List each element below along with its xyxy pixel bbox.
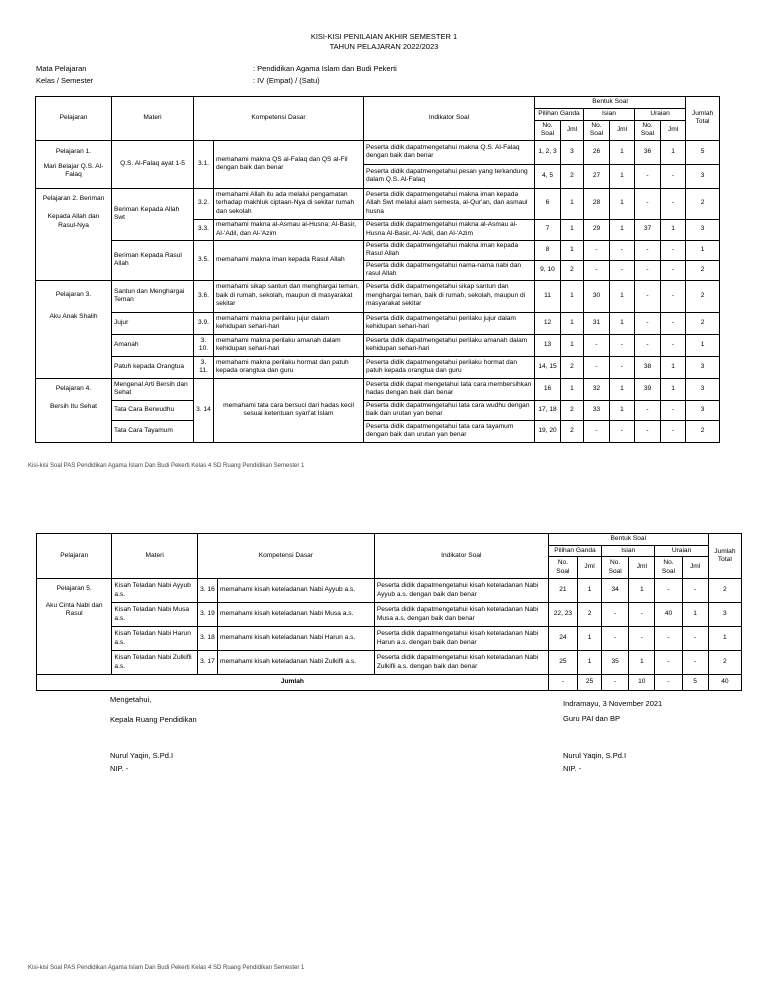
table-row: [37, 651, 742, 675]
isian-jml: 1: [610, 378, 635, 400]
pg-no-soal: 1, 2, 3: [535, 140, 561, 164]
row-total: 3: [686, 400, 720, 420]
indikator-text: Peserta didik dapatmengetahui makna iman kepada Rasul Allah: [364, 240, 535, 260]
kd-number: 3. 11.: [194, 356, 214, 378]
isian-jml: 1: [610, 140, 635, 164]
pg-no-soal: 22, 23: [548, 603, 577, 627]
kisi-table-1: [35, 96, 720, 443]
pg-no-soal: 11: [535, 280, 561, 312]
uraian-jml: 1: [661, 219, 686, 240]
kd-text: memahami makna perilaku hormat dan patuh kepada orangtua dan guru: [214, 356, 364, 378]
isian-no-soal: 27: [584, 164, 610, 188]
indikator-text: Peserta didik dapatmengetahui makna iman kepada Allah Swt melalui alam semesta, al-Qur'an, dan asmaul husna: [364, 188, 535, 219]
materi-cell: Patuh kepada Orangtua: [112, 356, 194, 378]
lesson-title: Pelajaran 4.: [55, 384, 92, 392]
isian-no-soal: 26: [584, 140, 610, 164]
isian-no-soal: 35: [602, 651, 629, 675]
header-jml: Jml: [561, 120, 584, 140]
indikator-text: Peserta didik dapatmengetahui kisah keteladanan Nabi Zulkifli a.s. dengan baik dan benar: [374, 651, 548, 675]
jumlah-total: 40: [708, 675, 741, 691]
isian-no-soal: 28: [584, 188, 610, 219]
table-row: [36, 280, 720, 312]
pg-jml: 2: [577, 603, 601, 627]
indikator-text: Peserta didik dapatmengetahui perilaku hormat dan patuh kepada orangtua dan guru: [364, 356, 535, 378]
pg-no-soal: 19, 20: [535, 420, 561, 442]
row-total: 1: [686, 240, 720, 260]
materi-cell: Kisah Teladan Nabi Zulkifli a.s.: [112, 651, 197, 675]
class-label: Kelas / Semester: [36, 76, 94, 85]
materi-cell: Q.S. Al-Falaq ayat 1-5: [112, 140, 194, 188]
header-jumlah-total: Jumlah Total: [686, 97, 720, 141]
row-total: 2: [708, 579, 741, 603]
sig-left-name: Nurul Yaqin, S.Pd.I: [110, 751, 174, 760]
pg-no-soal: 7: [535, 219, 561, 240]
uraian-jml: -: [661, 188, 686, 219]
isian-jml: -: [629, 627, 655, 651]
indikator-text: Peserta didik dapatmengetahui perilaku jujur dalam kehidupan sehari-hari: [364, 312, 535, 334]
header-jml: Jml: [682, 557, 708, 579]
header-no-soal: No. Soal: [584, 120, 610, 140]
header-materi: Materi: [112, 534, 197, 579]
header-pelajaran: Pelajaran: [37, 534, 112, 579]
pg-no-soal: 8: [535, 240, 561, 260]
header-no-soal: No. Soal: [655, 557, 682, 579]
page-footer: Kisi-kisi Soal PAS Pendidikan Agama Islam Dan Budi Pekerti Kelas 4 SD Ruang Pendidikan Semester 1: [28, 463, 305, 469]
jumlah-uraian-jml: 5: [682, 675, 708, 691]
lesson-cell: [37, 579, 112, 675]
table-row: [36, 378, 720, 400]
uraian-no-soal: 40: [655, 603, 682, 627]
jumlah-pg-jml: 25: [577, 675, 601, 691]
header-bentuk-soal: Bentuk Soal: [548, 534, 708, 546]
materi-cell: Jujur: [112, 312, 194, 334]
uraian-no-soal: -: [635, 164, 661, 188]
kd-text: memahami kisah keteladanan Nabi Zulkifli a.s.: [217, 651, 374, 675]
indikator-text: Peserta didik dapatmengetahui kisah keteladanan Nabi Ayyub a.s. dengan baik dan benar: [374, 579, 548, 603]
table-row: [36, 140, 720, 164]
row-total: 3: [686, 356, 720, 378]
uraian-jml: 1: [661, 356, 686, 378]
kd-text: memahami tata cara bersuci dari hadas kecil sesuai ketentuan syari'at Islam: [214, 378, 364, 442]
uraian-no-soal: -: [655, 579, 682, 603]
kd-number: 3.6.: [194, 280, 214, 312]
isian-jml: -: [610, 260, 635, 280]
isian-no-soal: 30: [584, 280, 610, 312]
pg-no-soal: 9, 10: [535, 260, 561, 280]
pg-jml: 1: [561, 219, 584, 240]
table-row: [36, 312, 720, 334]
sig-left-line1: Mengetahui,: [110, 695, 152, 704]
uraian-no-soal: -: [635, 312, 661, 334]
kd-text: memahami makna al-Asmau al-Husna: Al-Basir, Al-'Adil, dan Al-'Azim: [214, 219, 364, 240]
isian-no-soal: 33: [584, 400, 610, 420]
pg-jml: 2: [561, 420, 584, 442]
isian-jml: -: [610, 356, 635, 378]
uraian-no-soal: -: [635, 420, 661, 442]
kd-text: memahami makna perilaku amanah dalam kehidupan sehari-hari: [214, 334, 364, 356]
row-total: 2: [686, 260, 720, 280]
pg-no-soal: 17, 18: [535, 400, 561, 420]
isian-no-soal: -: [584, 420, 610, 442]
uraian-jml: -: [661, 240, 686, 260]
uraian-jml: -: [682, 651, 708, 675]
pg-no-soal: 13: [535, 334, 561, 356]
lesson-subtitle: Aku Anak Shalih: [49, 313, 98, 320]
table-row: [37, 603, 742, 627]
kd-number: 3.3.: [194, 219, 214, 240]
isian-no-soal: 29: [584, 219, 610, 240]
table-row: [36, 420, 720, 442]
isian-no-soal: -: [602, 627, 629, 651]
pg-no-soal: 4, 5: [535, 164, 561, 188]
subject-value: : Pendidikan Agama Islam dan Budi Pekerti: [253, 64, 397, 73]
lesson-cell: [36, 378, 112, 442]
indikator-text: Peserta didik dapatmengetahui perilaku amanah dalam kehidupan sehari-hari: [364, 334, 535, 356]
uraian-jml: -: [661, 164, 686, 188]
materi-cell: Santun dan Menghargai Teman: [112, 280, 194, 312]
materi-cell: Kisah Teladan Nabi Musa a.s.: [112, 603, 197, 627]
kd-number: 3.1.: [194, 140, 214, 188]
uraian-jml: -: [661, 260, 686, 280]
jumlah-row: [37, 675, 742, 691]
header-uraian: Uraian: [635, 109, 686, 121]
header-kompetensi-dasar: Kompetensi Dasar: [197, 534, 374, 579]
table-row: [37, 579, 742, 603]
isian-no-soal: -: [584, 334, 610, 356]
kd-number: 3.2.: [194, 188, 214, 219]
materi-cell: Tata Cara Tayamum: [112, 420, 194, 442]
row-total: 1: [708, 627, 741, 651]
pg-jml: 1: [561, 280, 584, 312]
kd-text: memahami kisah keteladanan Nabi Ayyub a.s.: [217, 579, 374, 603]
kd-text: memahami kisah keteladanan Nabi Harun a.s.: [217, 627, 374, 651]
header-no-soal: No. Soal: [535, 120, 561, 140]
pg-no-soal: 21: [548, 579, 577, 603]
header-pilihan-ganda: Pilihan Ganda: [535, 109, 584, 121]
uraian-jml: 1: [682, 603, 708, 627]
kd-number: 3. 16: [197, 579, 217, 603]
isian-jml: 1: [610, 312, 635, 334]
isian-no-soal: -: [584, 240, 610, 260]
pg-no-soal: 25: [548, 651, 577, 675]
page-footer: Kisi-kisi Soal PAS Pendidikan Agama Islam Dan Budi Pekerti Kelas 4 SD Ruang Pendidikan Semester 1: [28, 965, 305, 971]
isian-no-soal: -: [584, 260, 610, 280]
materi-cell: Beriman Kepada Rasul Allah: [112, 240, 194, 280]
class-value: : IV (Empat) / (Satu): [253, 76, 320, 85]
uraian-no-soal: -: [655, 651, 682, 675]
isian-no-soal: 31: [584, 312, 610, 334]
table-row: [36, 356, 720, 378]
uraian-jml: -: [661, 400, 686, 420]
table-row: [37, 627, 742, 651]
uraian-jml: -: [682, 627, 708, 651]
row-total: 3: [686, 378, 720, 400]
uraian-no-soal: -: [635, 240, 661, 260]
pg-jml: 3: [561, 140, 584, 164]
indikator-text: Peserta didik dapatmengetahui makna al-Asmau al-Husna Al-Basir, Al-'Adil, dan Al-'Azim: [364, 219, 535, 240]
uraian-jml: -: [661, 312, 686, 334]
isian-jml: 1: [610, 400, 635, 420]
jumlah-uraian-no: -: [655, 675, 682, 691]
isian-jml: -: [610, 240, 635, 260]
header-pilihan-ganda: Pilihan Ganda: [548, 545, 601, 557]
pg-no-soal: 24: [548, 627, 577, 651]
lesson-title: Pelajaran 2. Beriman: [42, 194, 105, 202]
pg-no-soal: 12: [535, 312, 561, 334]
pg-jml: 2: [561, 400, 584, 420]
pg-no-soal: 16: [535, 378, 561, 400]
pg-jml: 1: [561, 378, 584, 400]
uraian-no-soal: 36: [635, 140, 661, 164]
pg-jml: 1: [577, 651, 601, 675]
sig-left-line2: Kepala Ruang Pendidikan: [110, 715, 197, 724]
pg-no-soal: 14, 15: [535, 356, 561, 378]
indikator-text: Peserta didik dapatmengetahui sikap santun dan menghargai teman, baik di rumah, sekolah, maupun di masyarakat sekitar: [364, 280, 535, 312]
lesson-title: Pelajaran 3.: [55, 290, 92, 298]
pg-jml: 2: [561, 164, 584, 188]
isian-no-soal: -: [584, 356, 610, 378]
uraian-no-soal: -: [655, 627, 682, 651]
lesson-subtitle: Kepada Allah dan Rasul-Nya: [47, 213, 100, 229]
lesson-cell: [36, 140, 112, 188]
materi-cell: Kisah Teladan Nabi Harun a.s.: [112, 627, 197, 651]
indikator-text: Peserta didik dapat mengetahui tata cara membersihkan hadas dengan baik dan benar: [364, 378, 535, 400]
sig-right-name: Nurul Yaqin, S.Pd.I: [563, 751, 627, 760]
pg-jml: 2: [561, 356, 584, 378]
indikator-text: Peserta didik dapatmengetahui tata cara wudhu dengan baik dan urutan yan benar: [364, 400, 535, 420]
row-total: 2: [686, 312, 720, 334]
table-row: [36, 400, 720, 420]
isian-no-soal: -: [602, 603, 629, 627]
header-no-soal: No. Soal: [602, 557, 629, 579]
pg-jml: 1: [561, 188, 584, 219]
materi-cell: Amanah: [112, 334, 194, 356]
row-total: 1: [686, 334, 720, 356]
document-year: TAHUN PELAJARAN 2022/2023: [329, 42, 439, 51]
uraian-no-soal: -: [635, 334, 661, 356]
subject-label: Mata Pelajaran: [36, 64, 87, 73]
isian-jml: -: [610, 334, 635, 356]
materi-cell: Mengenal Arti Bersih dan Sehat: [112, 378, 194, 400]
jumlah-isian-no: -: [602, 675, 629, 691]
pg-no-soal: 6: [535, 188, 561, 219]
pg-jml: 2: [561, 260, 584, 280]
uraian-no-soal: 37: [635, 219, 661, 240]
indikator-text: Peserta didik dapatmengetahui kisah keteladanan Nabi Harun a.s. dengan baik dan benar: [374, 627, 548, 651]
isian-jml: 1: [629, 579, 655, 603]
header-indikator: Indikator Soal: [364, 97, 535, 141]
isian-jml: 1: [610, 188, 635, 219]
pg-jml: 1: [577, 627, 601, 651]
header-materi: Materi: [112, 97, 194, 141]
row-total: 3: [686, 164, 720, 188]
uraian-no-soal: -: [635, 280, 661, 312]
header-pelajaran: Pelajaran: [36, 97, 112, 141]
kd-text: memahami kisah keteladanan Nabi Musa a.s.: [217, 603, 374, 627]
lesson-title: Pelajaran 1.: [55, 148, 92, 156]
row-total: 3: [708, 603, 741, 627]
uraian-jml: -: [661, 420, 686, 442]
header-isian: Isian: [602, 545, 655, 557]
materi-cell: Kisah Teladan Nabi Ayyub a.s.: [112, 579, 197, 603]
uraian-jml: -: [661, 280, 686, 312]
row-total: 2: [686, 420, 720, 442]
row-total: 2: [686, 280, 720, 312]
kd-number: 3. 10.: [194, 334, 214, 356]
lesson-cell: [36, 188, 112, 280]
header-no-soal: No. Soal: [548, 557, 577, 579]
uraian-jml: -: [661, 334, 686, 356]
table-row: [36, 188, 720, 219]
isian-jml: 1: [610, 280, 635, 312]
isian-jml: -: [610, 420, 635, 442]
header-jml: Jml: [610, 120, 635, 140]
uraian-jml: 1: [661, 378, 686, 400]
row-total: 2: [686, 188, 720, 219]
document-title: KISI-KISI PENILAIAN AKHIR SEMESTER 1: [310, 32, 458, 41]
isian-jml: -: [629, 603, 655, 627]
kd-number: 3. 19: [197, 603, 217, 627]
jumlah-isian-jml: 10: [629, 675, 655, 691]
uraian-no-soal: -: [635, 400, 661, 420]
row-total: 5: [686, 140, 720, 164]
header-jumlah-total: Jumlah Total: [708, 534, 741, 579]
lesson-title: Pelajaran 5.: [56, 585, 92, 592]
kd-number: 3.5.: [194, 240, 214, 280]
uraian-jml: 1: [661, 140, 686, 164]
kd-number: 3.9.: [194, 312, 214, 334]
row-total: 2: [708, 651, 741, 675]
kd-number: 3. 17: [197, 651, 217, 675]
uraian-no-soal: -: [635, 188, 661, 219]
uraian-no-soal: 38: [635, 356, 661, 378]
lesson-subtitle: Bersih Itu Sehat: [50, 403, 97, 410]
isian-jml: 1: [610, 164, 635, 188]
table-row: [36, 240, 720, 260]
kd-text: memahami makna perilaku jujur dalam kehidupan sehari-hari: [214, 312, 364, 334]
uraian-jml: -: [682, 579, 708, 603]
kd-number: 3. 18: [197, 627, 217, 651]
lesson-cell: [36, 280, 112, 378]
materi-cell: Tata Cara Berwudhu: [112, 400, 194, 420]
indikator-text: Peserta didik dapatmengetahui nama-nama nabi dan rasul Allah: [364, 260, 535, 280]
kd-text: memahami Allah itu ada melalui pengamatan terhadap makhluk ciptaan-Nya di sekitar rumah dan sekolah: [214, 188, 364, 219]
sig-right-nip: NIP. -: [563, 764, 582, 773]
kd-number: 3. 14: [194, 378, 214, 442]
header-jml: Jml: [629, 557, 655, 579]
indikator-text: Peserta didik dapatmengetahui makna Q.S. Al-Falaq dengan baik dan benar: [364, 140, 535, 164]
kd-text: memahami sikap santun dan menghargai teman, baik di rumah, sekolah, maupun di masyarakat sekitar: [214, 280, 364, 312]
header-jml: Jml: [661, 120, 686, 140]
header-uraian: Uraian: [655, 545, 708, 557]
jumlah-label: Jumlah: [37, 675, 549, 691]
isian-no-soal: 34: [602, 579, 629, 603]
indikator-text: Peserta didik dapatmengetahui tata cara tayamum dengan baik dan urutan yan benar: [364, 420, 535, 442]
pg-jml: 1: [561, 240, 584, 260]
header-jml: Jml: [577, 557, 601, 579]
lesson-subtitle: Mari Belajar Q.S. Al-Falaq: [43, 162, 104, 179]
kd-text: memahami makna QS al-Falaq dan QS al-Fil dengan baik dan benar: [214, 140, 364, 188]
header-bentuk-soal: Bentuk Soal: [535, 97, 686, 109]
indikator-text: Peserta didik dapatmengetahui pesan yang terkandung dalam Q.S. Al-Falaq: [364, 164, 535, 188]
isian-jml: 1: [610, 219, 635, 240]
header-kompetensi-dasar: Kompetensi Dasar: [194, 97, 364, 141]
kd-text: memahami makna iman kepada Rasul Allah: [214, 240, 364, 280]
header-indikator: Indikator Soal: [374, 534, 548, 579]
sig-right-line1: Indramayu, 3 November 2021: [563, 699, 663, 708]
isian-no-soal: 32: [584, 378, 610, 400]
indikator-text: Peserta didik dapatmengetahui kisah keteladanan Nabi Musa a.s. dengan baik dan benar: [374, 603, 548, 627]
materi-cell: Beriman Kepada Allah Swt: [112, 188, 194, 240]
row-total: 3: [686, 219, 720, 240]
pg-jml: 1: [577, 579, 601, 603]
header-isian: Isian: [584, 109, 635, 121]
uraian-no-soal: -: [635, 260, 661, 280]
isian-jml: 1: [629, 651, 655, 675]
sig-left-nip: NIP. -: [110, 764, 129, 773]
kisi-table-2: [36, 533, 742, 691]
pg-jml: 1: [561, 312, 584, 334]
pg-jml: 1: [561, 334, 584, 356]
table-row: [36, 334, 720, 356]
lesson-subtitle: Aku Cinta Nabi dan Rasul: [45, 601, 103, 617]
sig-right-line2: Guru PAI dan BP: [563, 714, 620, 723]
header-no-soal: No. Soal: [635, 120, 661, 140]
jumlah-pg-no: -: [548, 675, 577, 691]
uraian-no-soal: 39: [635, 378, 661, 400]
